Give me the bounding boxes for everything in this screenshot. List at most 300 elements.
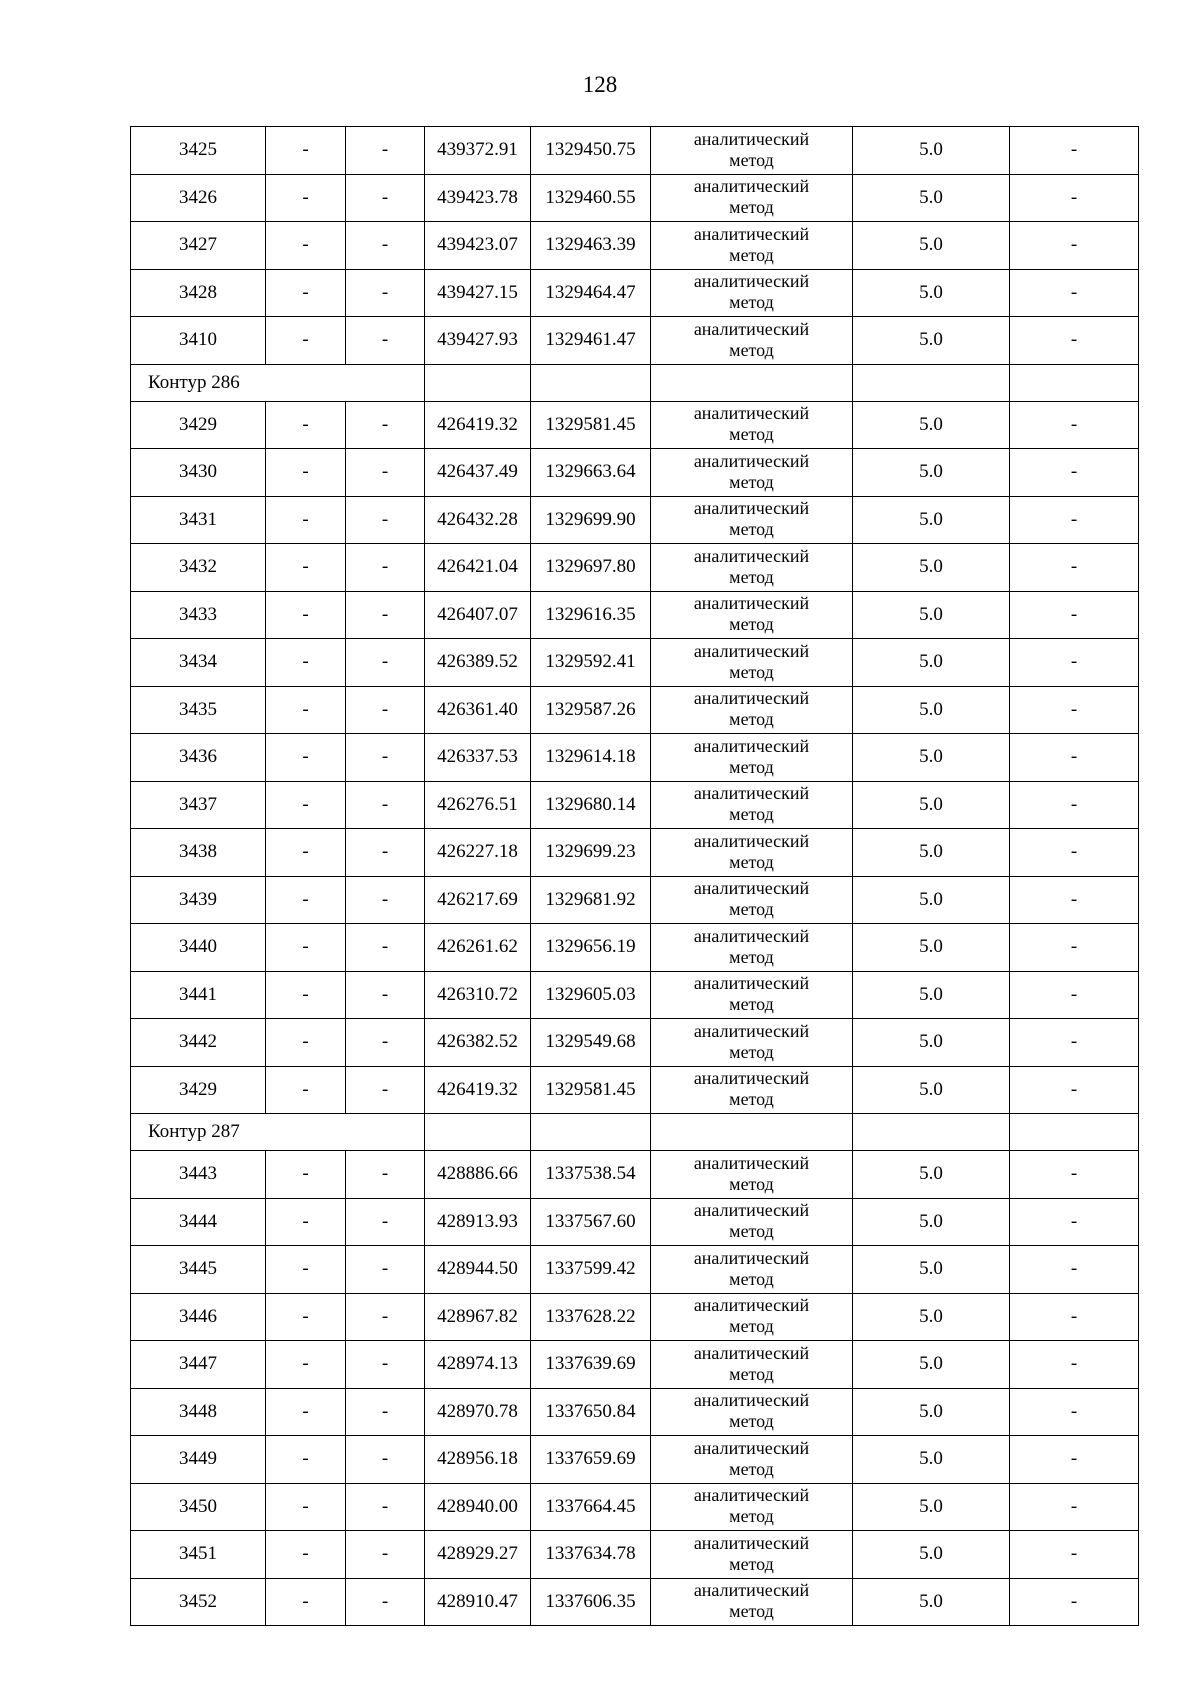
- empty-value-cell: -: [346, 1246, 425, 1294]
- point-number-cell: 3441: [131, 971, 266, 1019]
- method-cell: [651, 1341, 853, 1389]
- x-coordinate-cell: 426217.69: [425, 876, 531, 924]
- x-coordinate-cell: 439423.07: [425, 222, 531, 270]
- table-row: [131, 1246, 1139, 1294]
- method-text: аналитический метод: [693, 403, 810, 445]
- accuracy-cell: 5.0: [853, 829, 1010, 877]
- empty-value-cell: -: [266, 401, 346, 449]
- method-text: аналитический метод: [693, 830, 810, 872]
- empty-value-cell: -: [266, 1019, 346, 1067]
- table-row: [131, 1341, 1139, 1389]
- method-cell: [651, 1388, 853, 1436]
- accuracy-cell: 5.0: [853, 1198, 1010, 1246]
- method-text: аналитический метод: [693, 545, 810, 587]
- empty-value-cell: -: [266, 829, 346, 877]
- accuracy-cell: 5.0: [853, 127, 1010, 175]
- method-cell: [651, 591, 853, 639]
- point-number-cell: 3435: [131, 686, 266, 734]
- empty-value-cell: -: [266, 1388, 346, 1436]
- accuracy-cell: 5.0: [853, 686, 1010, 734]
- table-row: [131, 639, 1139, 687]
- x-coordinate-cell: 439427.93: [425, 317, 531, 365]
- note-cell: -: [1010, 401, 1139, 449]
- empty-value-cell: -: [346, 1066, 425, 1114]
- note-cell: -: [1010, 317, 1139, 365]
- empty-value-cell: -: [266, 127, 346, 175]
- note-cell: -: [1010, 1436, 1139, 1484]
- point-number-cell: 3427: [131, 222, 266, 270]
- accuracy-cell: 5.0: [853, 1151, 1010, 1199]
- empty-value-cell: -: [266, 1578, 346, 1626]
- table-row: [131, 449, 1139, 497]
- accuracy-cell: 5.0: [853, 1246, 1010, 1294]
- point-number-cell: 3431: [131, 496, 266, 544]
- empty-value-cell: -: [346, 1483, 425, 1531]
- empty-cell: [531, 1114, 651, 1151]
- table-row: [131, 686, 1139, 734]
- empty-cell: [1010, 364, 1139, 401]
- accuracy-cell: 5.0: [853, 591, 1010, 639]
- accuracy-cell: 5.0: [853, 1341, 1010, 1389]
- empty-value-cell: -: [346, 317, 425, 365]
- x-coordinate-cell: 426432.28: [425, 496, 531, 544]
- empty-value-cell: -: [266, 971, 346, 1019]
- table-row: [131, 1388, 1139, 1436]
- method-cell: [651, 734, 853, 782]
- point-number-cell: 3449: [131, 1436, 266, 1484]
- empty-value-cell: -: [266, 781, 346, 829]
- point-number-cell: 3434: [131, 639, 266, 687]
- method-cell: [651, 1531, 853, 1579]
- note-cell: -: [1010, 829, 1139, 877]
- table-row: [131, 1293, 1139, 1341]
- accuracy-cell: 5.0: [853, 781, 1010, 829]
- x-coordinate-cell: 439427.15: [425, 269, 531, 317]
- y-coordinate-cell: 1329463.39: [531, 222, 651, 270]
- method-text: аналитический метод: [693, 1020, 810, 1062]
- empty-value-cell: -: [266, 1198, 346, 1246]
- note-cell: -: [1010, 1019, 1139, 1067]
- contour-label: Контур 287: [131, 1114, 425, 1151]
- x-coordinate-cell: 426419.32: [425, 1066, 531, 1114]
- table-row: [131, 1531, 1139, 1579]
- method-text: аналитический метод: [693, 640, 810, 682]
- point-number-cell: 3451: [131, 1531, 266, 1579]
- empty-cell: [651, 364, 853, 401]
- note-cell: -: [1010, 1483, 1139, 1531]
- y-coordinate-cell: 1329592.41: [531, 639, 651, 687]
- accuracy-cell: 5.0: [853, 1483, 1010, 1531]
- empty-value-cell: -: [346, 1293, 425, 1341]
- accuracy-cell: 5.0: [853, 639, 1010, 687]
- y-coordinate-cell: 1329587.26: [531, 686, 651, 734]
- note-cell: -: [1010, 1198, 1139, 1246]
- point-number-cell: 3446: [131, 1293, 266, 1341]
- method-text: аналитический метод: [693, 1295, 810, 1337]
- accuracy-cell: 5.0: [853, 1578, 1010, 1626]
- point-number-cell: 3430: [131, 449, 266, 497]
- method-text: аналитический метод: [693, 1342, 810, 1384]
- y-coordinate-cell: 1337628.22: [531, 1293, 651, 1341]
- y-coordinate-cell: 1329656.19: [531, 924, 651, 972]
- empty-value-cell: -: [346, 544, 425, 592]
- point-number-cell: 3429: [131, 1066, 266, 1114]
- y-coordinate-cell: 1329697.80: [531, 544, 651, 592]
- accuracy-cell: 5.0: [853, 1019, 1010, 1067]
- method-cell: [651, 269, 853, 317]
- note-cell: -: [1010, 1293, 1139, 1341]
- empty-cell: [1010, 1114, 1139, 1151]
- y-coordinate-cell: 1329681.92: [531, 876, 651, 924]
- contour-row: [131, 1114, 1139, 1151]
- empty-value-cell: -: [266, 1293, 346, 1341]
- point-number-cell: 3425: [131, 127, 266, 175]
- x-coordinate-cell: 426407.07: [425, 591, 531, 639]
- point-number-cell: 3432: [131, 544, 266, 592]
- method-text: аналитический метод: [693, 450, 810, 492]
- note-cell: -: [1010, 924, 1139, 972]
- empty-cell: [853, 364, 1010, 401]
- method-cell: [651, 639, 853, 687]
- table-row: [131, 269, 1139, 317]
- table-row: [131, 127, 1139, 175]
- x-coordinate-cell: 426421.04: [425, 544, 531, 592]
- empty-value-cell: -: [346, 781, 425, 829]
- empty-value-cell: -: [346, 829, 425, 877]
- x-coordinate-cell: 426227.18: [425, 829, 531, 877]
- point-number-cell: 3428: [131, 269, 266, 317]
- accuracy-cell: 5.0: [853, 269, 1010, 317]
- y-coordinate-cell: 1329680.14: [531, 781, 651, 829]
- method-cell: [651, 544, 853, 592]
- x-coordinate-cell: 426437.49: [425, 449, 531, 497]
- empty-cell: [651, 1114, 853, 1151]
- y-coordinate-cell: 1329461.47: [531, 317, 651, 365]
- table-row: [131, 222, 1139, 270]
- x-coordinate-cell: 428929.27: [425, 1531, 531, 1579]
- x-coordinate-cell: 426310.72: [425, 971, 531, 1019]
- point-number-cell: 3410: [131, 317, 266, 365]
- y-coordinate-cell: 1337659.69: [531, 1436, 651, 1484]
- empty-value-cell: -: [266, 449, 346, 497]
- empty-value-cell: -: [266, 1531, 346, 1579]
- table-row: [131, 876, 1139, 924]
- method-cell: [651, 1019, 853, 1067]
- note-cell: -: [1010, 781, 1139, 829]
- table-row: [131, 544, 1139, 592]
- accuracy-cell: 5.0: [853, 971, 1010, 1019]
- point-number-cell: 3445: [131, 1246, 266, 1294]
- point-number-cell: 3447: [131, 1341, 266, 1389]
- note-cell: -: [1010, 1246, 1139, 1294]
- empty-value-cell: -: [266, 1066, 346, 1114]
- x-coordinate-cell: 426419.32: [425, 401, 531, 449]
- method-text: аналитический метод: [693, 498, 810, 540]
- x-coordinate-cell: 426276.51: [425, 781, 531, 829]
- point-number-cell: 3442: [131, 1019, 266, 1067]
- note-cell: -: [1010, 1388, 1139, 1436]
- empty-value-cell: -: [346, 1531, 425, 1579]
- y-coordinate-cell: 1329663.64: [531, 449, 651, 497]
- method-cell: [651, 1436, 853, 1484]
- empty-cell: [853, 1114, 1010, 1151]
- note-cell: -: [1010, 269, 1139, 317]
- note-cell: -: [1010, 449, 1139, 497]
- table-row: [131, 1436, 1139, 1484]
- x-coordinate-cell: 428940.00: [425, 1483, 531, 1531]
- empty-value-cell: -: [346, 971, 425, 1019]
- empty-value-cell: -: [266, 317, 346, 365]
- accuracy-cell: 5.0: [853, 1066, 1010, 1114]
- method-cell: [651, 1293, 853, 1341]
- y-coordinate-cell: 1329464.47: [531, 269, 651, 317]
- empty-value-cell: -: [266, 876, 346, 924]
- empty-value-cell: -: [346, 1151, 425, 1199]
- point-number-cell: 3440: [131, 924, 266, 972]
- method-cell: [651, 401, 853, 449]
- method-cell: [651, 1151, 853, 1199]
- empty-value-cell: -: [346, 1198, 425, 1246]
- y-coordinate-cell: 1329581.45: [531, 1066, 651, 1114]
- empty-cell: [531, 364, 651, 401]
- empty-value-cell: -: [346, 174, 425, 222]
- x-coordinate-cell: 428974.13: [425, 1341, 531, 1389]
- empty-cell: [425, 1114, 531, 1151]
- point-number-cell: 3448: [131, 1388, 266, 1436]
- empty-value-cell: -: [346, 496, 425, 544]
- method-text: аналитический метод: [693, 1532, 810, 1574]
- y-coordinate-cell: 1329549.68: [531, 1019, 651, 1067]
- method-text: аналитический метод: [693, 1152, 810, 1194]
- method-cell: [651, 1578, 853, 1626]
- x-coordinate-cell: 426261.62: [425, 924, 531, 972]
- note-cell: -: [1010, 222, 1139, 270]
- empty-value-cell: -: [266, 496, 346, 544]
- y-coordinate-cell: 1329450.75: [531, 127, 651, 175]
- y-coordinate-cell: 1337639.69: [531, 1341, 651, 1389]
- accuracy-cell: 5.0: [853, 1436, 1010, 1484]
- empty-value-cell: -: [266, 222, 346, 270]
- note-cell: -: [1010, 544, 1139, 592]
- y-coordinate-cell: 1329699.90: [531, 496, 651, 544]
- empty-value-cell: -: [346, 1388, 425, 1436]
- x-coordinate-cell: 428944.50: [425, 1246, 531, 1294]
- note-cell: -: [1010, 734, 1139, 782]
- empty-value-cell: -: [346, 1341, 425, 1389]
- table-row: [131, 1151, 1139, 1199]
- y-coordinate-cell: 1329581.45: [531, 401, 651, 449]
- method-cell: [651, 449, 853, 497]
- method-cell: [651, 829, 853, 877]
- table-row: [131, 1066, 1139, 1114]
- accuracy-cell: 5.0: [853, 544, 1010, 592]
- empty-value-cell: -: [346, 686, 425, 734]
- note-cell: -: [1010, 127, 1139, 175]
- x-coordinate-cell: 428956.18: [425, 1436, 531, 1484]
- empty-value-cell: -: [346, 1436, 425, 1484]
- empty-value-cell: -: [346, 924, 425, 972]
- table-row: [131, 1198, 1139, 1246]
- method-text: аналитический метод: [693, 1068, 810, 1110]
- accuracy-cell: 5.0: [853, 222, 1010, 270]
- table-row: [131, 1019, 1139, 1067]
- method-cell: [651, 1246, 853, 1294]
- y-coordinate-cell: 1337606.35: [531, 1578, 651, 1626]
- accuracy-cell: 5.0: [853, 1293, 1010, 1341]
- note-cell: -: [1010, 686, 1139, 734]
- method-cell: [651, 1066, 853, 1114]
- method-text: аналитический метод: [693, 128, 810, 170]
- table-row: [131, 829, 1139, 877]
- x-coordinate-cell: 426361.40: [425, 686, 531, 734]
- empty-value-cell: -: [266, 1483, 346, 1531]
- method-cell: [651, 876, 853, 924]
- point-number-cell: 3443: [131, 1151, 266, 1199]
- accuracy-cell: 5.0: [853, 876, 1010, 924]
- accuracy-cell: 5.0: [853, 496, 1010, 544]
- empty-value-cell: -: [346, 401, 425, 449]
- note-cell: -: [1010, 1341, 1139, 1389]
- empty-value-cell: -: [266, 686, 346, 734]
- empty-value-cell: -: [266, 1151, 346, 1199]
- note-cell: -: [1010, 1151, 1139, 1199]
- point-number-cell: 3438: [131, 829, 266, 877]
- method-text: аналитический метод: [693, 318, 810, 360]
- method-text: аналитический метод: [693, 176, 810, 218]
- note-cell: -: [1010, 971, 1139, 1019]
- x-coordinate-cell: 428970.78: [425, 1388, 531, 1436]
- method-cell: [651, 971, 853, 1019]
- x-coordinate-cell: 439423.78: [425, 174, 531, 222]
- empty-value-cell: -: [266, 174, 346, 222]
- method-text: аналитический метод: [693, 925, 810, 967]
- method-text: аналитический метод: [693, 1200, 810, 1242]
- note-cell: -: [1010, 876, 1139, 924]
- point-number-cell: 3426: [131, 174, 266, 222]
- table-row: [131, 781, 1139, 829]
- point-number-cell: 3444: [131, 1198, 266, 1246]
- y-coordinate-cell: 1337599.42: [531, 1246, 651, 1294]
- page-number: 128: [582, 72, 618, 97]
- y-coordinate-cell: 1329616.35: [531, 591, 651, 639]
- empty-value-cell: -: [346, 639, 425, 687]
- method-text: аналитический метод: [693, 878, 810, 920]
- coordinates-table: [130, 126, 1139, 1626]
- y-coordinate-cell: 1337538.54: [531, 1151, 651, 1199]
- method-text: аналитический метод: [693, 271, 810, 313]
- point-number-cell: 3437: [131, 781, 266, 829]
- empty-value-cell: -: [266, 1341, 346, 1389]
- method-text: аналитический метод: [693, 1437, 810, 1479]
- table-row: [131, 401, 1139, 449]
- method-cell: [651, 317, 853, 365]
- point-number-cell: 3439: [131, 876, 266, 924]
- accuracy-cell: 5.0: [853, 317, 1010, 365]
- empty-value-cell: -: [266, 639, 346, 687]
- note-cell: -: [1010, 496, 1139, 544]
- method-cell: [651, 924, 853, 972]
- x-coordinate-cell: 428886.66: [425, 1151, 531, 1199]
- method-cell: [651, 174, 853, 222]
- method-text: аналитический метод: [693, 593, 810, 635]
- point-number-cell: 3436: [131, 734, 266, 782]
- method-text: аналитический метод: [693, 1580, 810, 1622]
- y-coordinate-cell: 1329460.55: [531, 174, 651, 222]
- method-text: аналитический метод: [693, 735, 810, 777]
- empty-value-cell: -: [346, 591, 425, 639]
- x-coordinate-cell: 426337.53: [425, 734, 531, 782]
- contour-row: [131, 364, 1139, 401]
- method-text: аналитический метод: [693, 1485, 810, 1527]
- empty-value-cell: -: [266, 591, 346, 639]
- point-number-cell: 3433: [131, 591, 266, 639]
- method-text: аналитический метод: [693, 1247, 810, 1289]
- y-coordinate-cell: 1329699.23: [531, 829, 651, 877]
- note-cell: -: [1010, 174, 1139, 222]
- empty-value-cell: -: [266, 269, 346, 317]
- empty-value-cell: -: [266, 734, 346, 782]
- note-cell: -: [1010, 591, 1139, 639]
- point-number-cell: 3429: [131, 401, 266, 449]
- table-row: [131, 924, 1139, 972]
- empty-value-cell: -: [346, 876, 425, 924]
- x-coordinate-cell: 428910.47: [425, 1578, 531, 1626]
- x-coordinate-cell: 426382.52: [425, 1019, 531, 1067]
- method-cell: [651, 1483, 853, 1531]
- x-coordinate-cell: 439372.91: [425, 127, 531, 175]
- coordinates-table-body: [131, 127, 1139, 1626]
- method-cell: [651, 1198, 853, 1246]
- y-coordinate-cell: 1329605.03: [531, 971, 651, 1019]
- empty-value-cell: -: [266, 924, 346, 972]
- method-text: аналитический метод: [693, 223, 810, 265]
- method-cell: [651, 127, 853, 175]
- note-cell: -: [1010, 1531, 1139, 1579]
- contour-label: Контур 286: [131, 364, 425, 401]
- table-row: [131, 971, 1139, 1019]
- method-cell: [651, 222, 853, 270]
- note-cell: -: [1010, 639, 1139, 687]
- accuracy-cell: 5.0: [853, 449, 1010, 497]
- empty-value-cell: -: [346, 734, 425, 782]
- method-cell: [651, 496, 853, 544]
- accuracy-cell: 5.0: [853, 924, 1010, 972]
- table-row: [131, 174, 1139, 222]
- method-text: аналитический метод: [693, 783, 810, 825]
- empty-value-cell: -: [346, 1578, 425, 1626]
- table-row: [131, 496, 1139, 544]
- method-cell: [651, 686, 853, 734]
- empty-value-cell: -: [346, 269, 425, 317]
- note-cell: -: [1010, 1066, 1139, 1114]
- empty-value-cell: -: [346, 127, 425, 175]
- point-number-cell: 3450: [131, 1483, 266, 1531]
- y-coordinate-cell: 1337650.84: [531, 1388, 651, 1436]
- y-coordinate-cell: 1337634.78: [531, 1531, 651, 1579]
- method-text: аналитический метод: [693, 973, 810, 1015]
- method-text: аналитический метод: [693, 688, 810, 730]
- table-row: [131, 317, 1139, 365]
- empty-cell: [425, 364, 531, 401]
- accuracy-cell: 5.0: [853, 734, 1010, 782]
- point-number-cell: 3452: [131, 1578, 266, 1626]
- note-cell: -: [1010, 1578, 1139, 1626]
- empty-value-cell: -: [346, 222, 425, 270]
- y-coordinate-cell: 1337664.45: [531, 1483, 651, 1531]
- accuracy-cell: 5.0: [853, 1388, 1010, 1436]
- method-text: аналитический метод: [693, 1390, 810, 1432]
- accuracy-cell: 5.0: [853, 174, 1010, 222]
